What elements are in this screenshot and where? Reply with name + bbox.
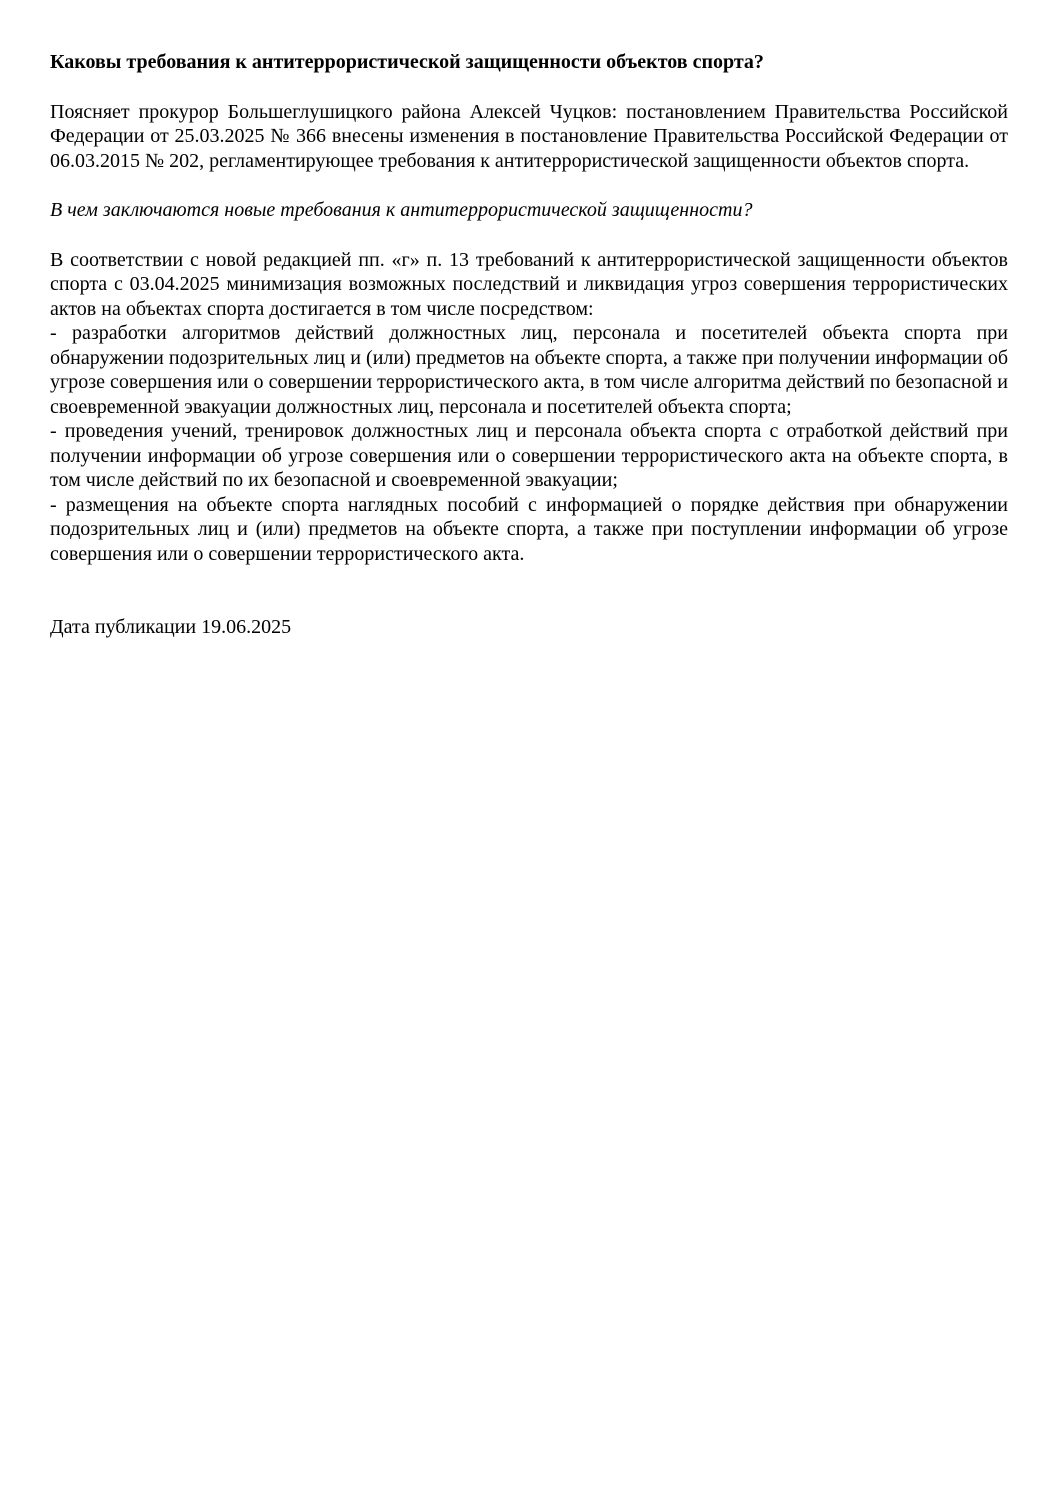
document-title: Каковы требования к антитеррористической защищенности объектов спорта? <box>50 51 764 73</box>
question-heading: В чем заключаются новые требования к антитеррористической защищенности? <box>50 199 753 221</box>
publication-date: Дата публикации 19.06.2025 <box>50 616 292 638</box>
answer-lead-paragraph: В соответствии с новой редакцией пп. «г» п. 13 требований к антитеррористической защищенности объектов спорта с 03.04.2025 минимизация возможных последствий и ликвидация угроз совершения террористических актов на объектах спорта достигается в том числе посредством: <box>50 248 1008 320</box>
intro-paragraph: Поясняет прокурор Большеглушицкого района Алексей Чуцков: постановлением Правительства Российской Федерации от 25.03.2025 № 366 внесены изменения в постановление Правительства Российской Федерации от 06.03.2015 № 202, регламентирующее требования к антитеррористической защищенности объектов спорта. <box>50 100 1008 172</box>
list-item: - разработки алгоритмов действий должностных лиц, персонала и посетителей объекта спорта при обнаружении подозрительных лиц и (или) предметов на объекте спорта, а также при получении информации об угрозе совершения или о совершении террористического акта, в том числе алгоритма действий по безопасной и своевременной эвакуации должностных лиц, персонала и посетителей объекта спорта; <box>50 322 1008 418</box>
list-item: - проведения учений, тренировок должностных лиц и персонала объекта спорта с отработкой действий при получении информации об угрозе совершения или о совершении террористического акта на объекте спорта, в том числе действий по их безопасной и своевременной эвакуации; <box>50 420 1008 491</box>
list-item: - размещения на объекте спорта наглядных пособий с информацией о порядке действия при обнаружении подозрительных лиц и (или) предметов на объекте спорта, а также при поступлении информации об угрозе совершения или о совершении террористического акта. <box>50 493 1008 565</box>
document-page <box>50 50 1008 640</box>
answer-block <box>50 248 1008 567</box>
